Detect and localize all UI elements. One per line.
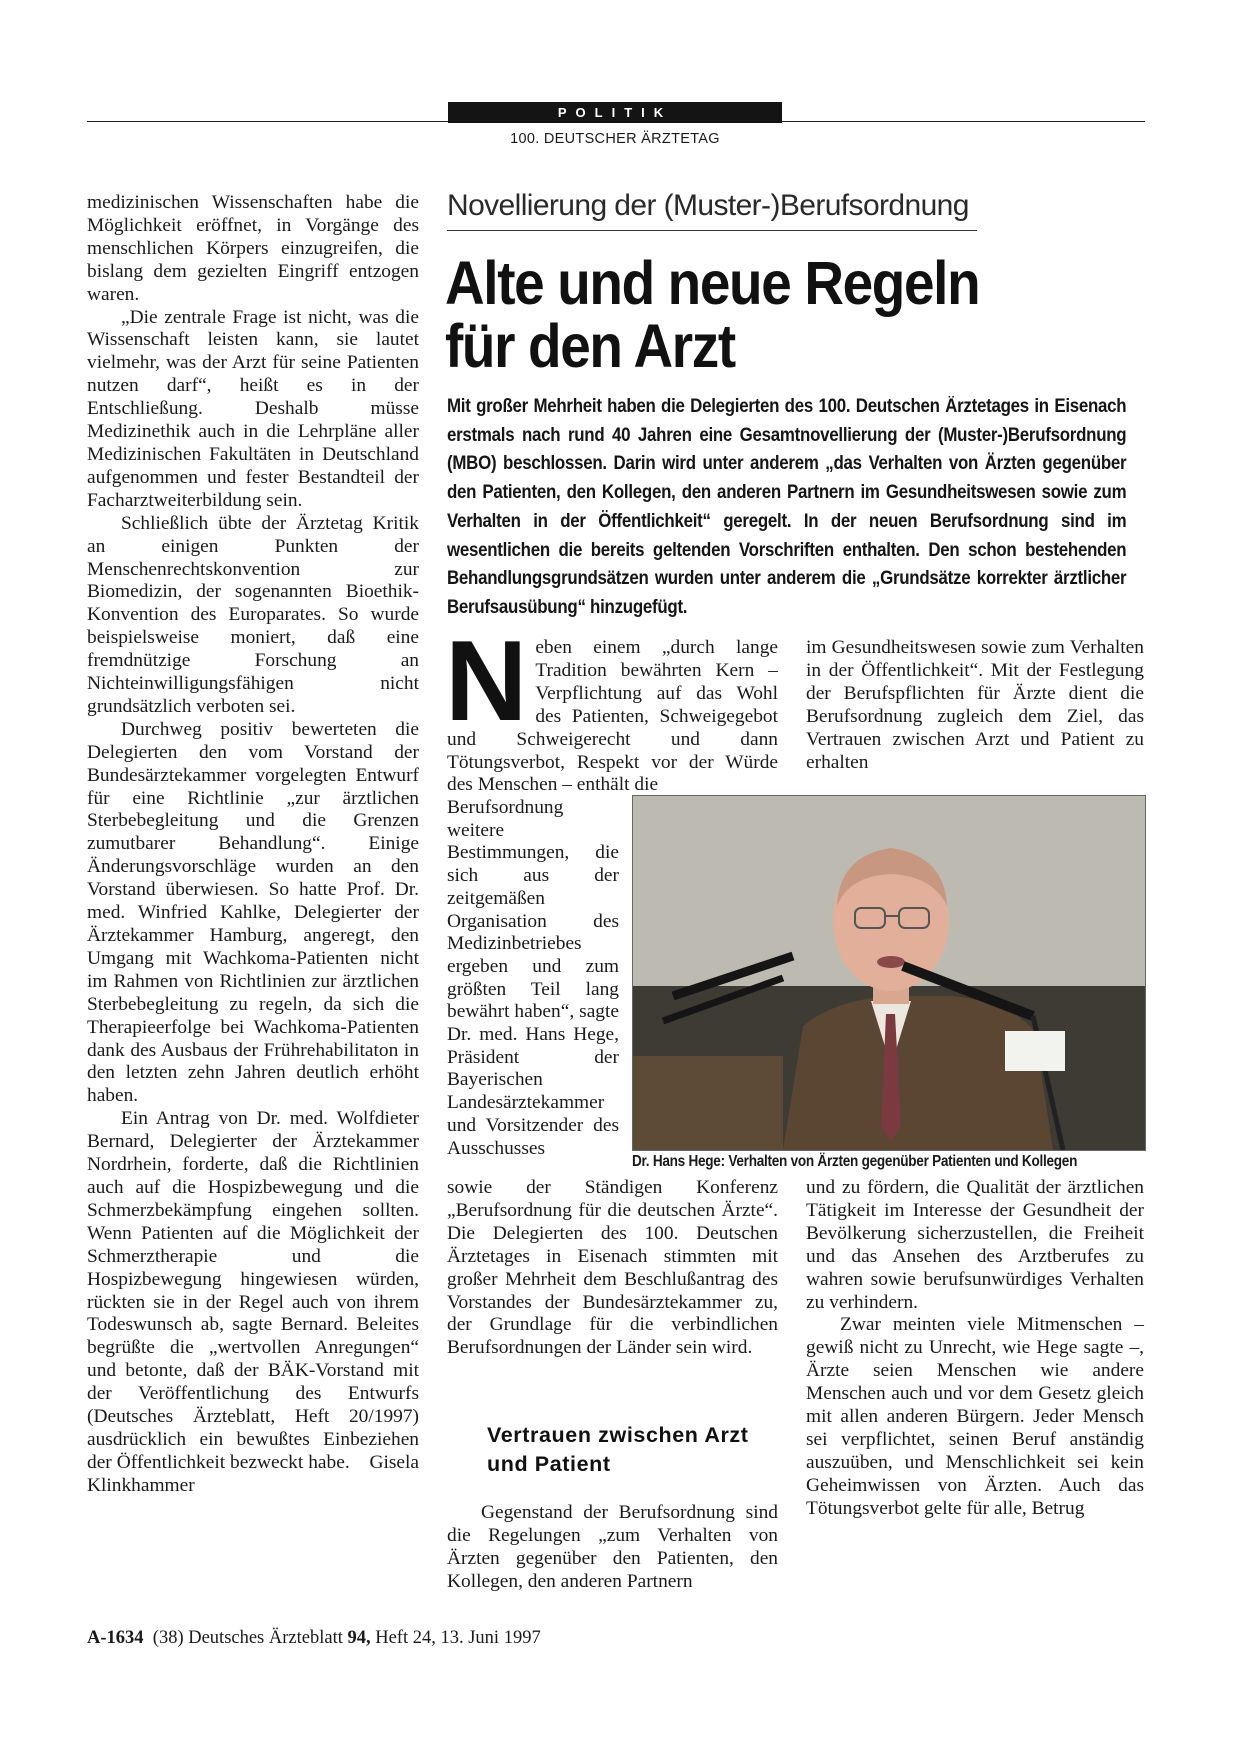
speaker-photo-illustration bbox=[633, 796, 1145, 1150]
footer-volume: 94, bbox=[347, 1628, 371, 1648]
footer-publication: (38) Deutsches Ärzteblatt bbox=[152, 1628, 343, 1648]
page-footer bbox=[87, 1628, 787, 1649]
paragraph: medizinischen Wissenschaften habe die Möglichkeit eröffnet, in Vorgänge des menschlichen Körpers einzugreifen, die bislang dem gezielten Eingriff entzogen waren. bbox=[87, 192, 419, 305]
middle-column-after-subhead: Gegenstand der Berufsordnung sind die Regelungen „zum Verhalten von Ärzten gegenüber den Patienten, den Kollegen, den anderen Partnern bbox=[447, 1502, 778, 1592]
middle-column-top: Neben einem „durch lange Tradition bewährten Kern – Verpflichtung auf das Wohl des Patienten, Schweigegebot und Schweigerecht und dann Tötungsverbot, Respekt vor der Würde des Menschen – enthält die bbox=[445, 618, 778, 796]
right-column-bottom: und zu fördern, die Qualität der ärztlichen Tätigkeit im Interesse der Gesundheit der Bevölkerung sicherzustellen, die Freiheit und das Ansehen des Arztberufes zu wahren sowie berufsunwürdiges Verhalten zu verhindern. Zwar meinten viele Mitmenschen – gewiß nicht zu Unrecht, wie Hege sagte –, Ärzte seien Menschen wie andere Menschen auch und vor dem Gesetz gleich mit allen anderen Bürgern. Jeder Mensch sei verpflichtet, seinen Beruf anständig auszuüben, und Menschlichkeit sei kein Geheimwissen von Ärzten. Auch das Tötungsverbot gelte für alle, Betrug bbox=[806, 1177, 1144, 1519]
speaker-photo bbox=[632, 795, 1146, 1151]
article-headline: Alte und neue Regeln für den Arzt bbox=[445, 249, 980, 380]
paragraph: Schließlich übte der Ärztetag Kritik an einigen Punkten der Menschenrechtskonvention zur Biomedizin, der sogenannten Bioethik-Konvention des Europarates. So wurde beispielsweise moniert, daß eine fremdnützige Forschung an Nichteinwilligungsfähigen nicht grundsätzlich verboten sei. bbox=[87, 512, 419, 717]
article-lead: Mit großer Mehrheit haben die Delegierten des 100. Deutschen Ärztetages in Eisenach erstmals nach rund 40 Jahren eine Gesamtnovellierung der (Muster-)Berufsordnung (MBO) beschlossen. Darin wird unter anderem „das Verhalten von Ärzten gegenüber den Patienten, den Kollegen, den anderen Partnern im Gesundheitswesen sowie zum Verhalten in der Öffentlichkeit“ geregelt. In der neuen Berufsordnung sind im wesentlichen die bereits geltenden Vorschriften enthalten. Den schon bestehenden Behandlungsgrundsätzen wurden unter anderem die „Grundsätze korrekter ärztlicher Berufsausübung“ hinzugefügt. bbox=[447, 396, 1127, 618]
section-label: POLITIK bbox=[448, 102, 782, 123]
photo-caption: Dr. Hans Hege: Verhalten von Ärzten gegenüber Patienten und Kollegen bbox=[632, 1153, 1078, 1170]
left-column bbox=[87, 192, 419, 1498]
middle-column-narrow: Berufsordnung weitere Bestimmungen, die sich aus der zeitgemäßen Organisation des Medizinbetriebes ergeben und zum größten Teil lang bewährt haben“, sagte Dr. med. Hans Hege, Präsident der Bayerischen Landesärztekammer und Vorsitzender des Ausschusses bbox=[447, 797, 619, 1159]
paragraph: „Die zentrale Frage ist nicht, was die Wissenschaft leisten kann, sie lautet vielmehr, was der Arzt für seine Patienten nutzen darf“, heißt es in der Entschließung. Deshalb müsse Medizinethik auch in die Lehrpläne aller Medizinischen Fakultäten in Deutschland aufgenommen und fester Bestandteil der Facharztweiterbildung sein. bbox=[87, 306, 419, 511]
paragraph: Ein Antrag von Dr. med. Wolfdieter Bernard, Delegierter der Ärztekammer Nordrhein, forderte, daß die Richtlinien auch auf die Hospizbewegung und die Schmerzbekämpfung eingehen sollten. Wenn Patienten auf die Möglichkeit der Schmerztherapie und die Hospizbewegung hingewiesen würden, rückten sie in der Regel auch von ihrem Todeswunsch ab, sagte Bernard. Beleites begrüßte die „wertvollen Anregungen“ und betonte, daß der BÄK-Vorstand mit der Veröffentlichung des Entwurfs (Deutsches Ärzteblatt, Heft 20/1997) ausdrücklich ein bewußtes Einbeziehen der Öffentlichkeit bezweckt habe. Gisela Klinkhammer bbox=[87, 1108, 420, 1496]
article-kicker: Novellierung der (Muster-)Berufsordnung bbox=[447, 189, 969, 222]
page-code: A-1634 bbox=[87, 1628, 144, 1648]
paragraph: Durchweg positiv bewerteten die Delegierten den vom Vorstand der Bundesärztekammer vorgelegten Entwurf für eine Richtlinie „zur ärztlichen Sterbebegleitung und die Grenzen zumutbarer Behandlung“. Einige Änderungsvorschläge wurden an den Vorstand überwiesen. So hatte Prof. Dr. med. Winfried Kahlke, Delegierter der Ärztekammer Hamburg, angeregt, den Umgang mit Wachkoma-Patienten nicht im Rahmen von Richtlinien zur ärztlichen Sterbebegleitung zu regeln, da sich die Therapieerfolge bei Wachkoma-Patienten dank des Ausbaus der Frührehabilitaton in den letzten zehn Jahren deutlich erhöht haben. bbox=[87, 718, 419, 1107]
subsection-label: 100. DEUTSCHER ÄRZTETAG bbox=[510, 131, 720, 147]
footer-issue: Heft 24, 13. Juni 1997 bbox=[375, 1628, 541, 1648]
author: Gisela Klinkhammer bbox=[87, 1451, 420, 1496]
middle-column-bottom: sowie der Ständigen Konferenz „Berufsordnung für die deutschen Ärzte“. Die Delegierten des 100. Deutschen Ärztetages in Eisenach stimmten mit großer Mehrheit dem Beschlußantrag des Vorstandes der Bundesärztekammer zu, der Grundlage für die verbindlichen Berufsordnungen der Länder sein wird. bbox=[447, 1177, 778, 1359]
right-column-top: im Gesundheitswesen sowie zum Verhalten in der Öffentlichkeit“. Mit der Festlegung der Berufspflichten für Ärzte dient die Berufsordnung zugleich dem Ziel, das Vertrauen zwischen Arzt und Patient zu erhalten bbox=[806, 637, 1144, 773]
kicker-rule bbox=[447, 230, 977, 231]
section-subheading: Vertrauen zwischen Arzt und Patient bbox=[487, 1423, 749, 1476]
drop-cap: N bbox=[445, 618, 528, 745]
